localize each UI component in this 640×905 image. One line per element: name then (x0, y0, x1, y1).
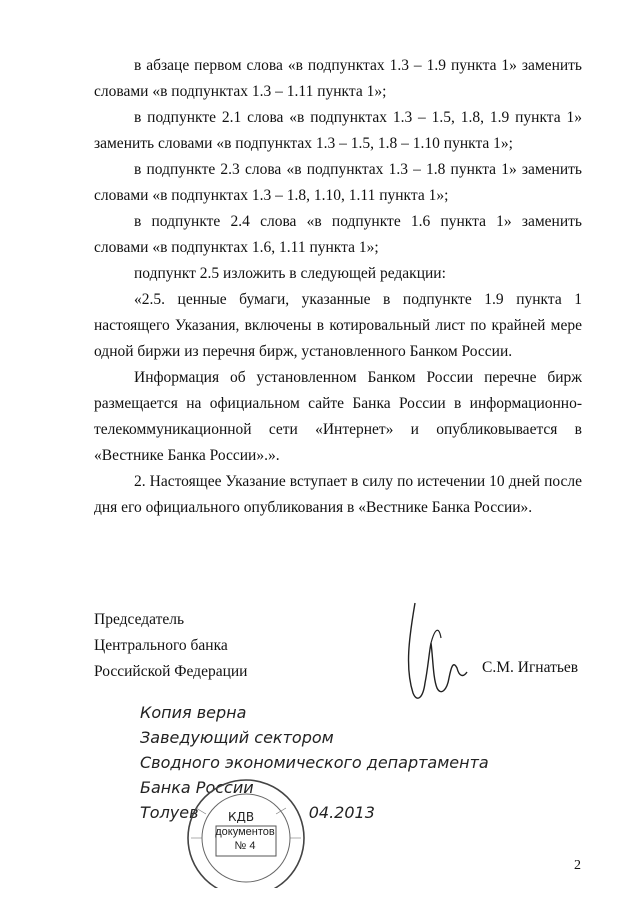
stamp-label-text: документов (215, 826, 275, 838)
stamp-number: № 4 (234, 840, 256, 852)
signature-title-block (94, 607, 247, 685)
paragraph-1: в абзаце первом слова «в подпунктах 1.3 – 1.9 пункта 1» заменить словами «в подпунктах 1.3 – 1.11 пункта 1»; (94, 57, 582, 100)
stamp-label (213, 825, 277, 853)
signer-title-line-1: Председатель (94, 611, 185, 628)
signer-name: С.М. Игнатьев (482, 659, 579, 676)
stamp-kdv: КДВ (228, 810, 255, 824)
cert-signer: Толуев (140, 803, 199, 822)
document-body (94, 53, 582, 521)
cert-line-3: Сводного экономического департамента (140, 753, 489, 772)
paragraph-7: Информация об установленном Банком России перечне бирж размещается на официальном сайте Банка России в информационно-телекоммуникационной сети «Интернет» и опубликовывается в «Вестнике Банка России».». (94, 369, 582, 464)
page-number: 2 (574, 858, 581, 873)
paragraph-8: 2. Настоящее Указание вступает в силу по истечении 10 дней после дня его официального опубликования в «Вестнике Банка России». (94, 473, 582, 516)
signer-title-line-2: Центрального банка (94, 637, 228, 654)
paragraph-3: в подпункте 2.3 слова «в подпунктах 1.3 – 1.8 пункта 1» заменить словами «в подпунктах 1.3 – 1.8, 1.10, 1.11 пункта 1»; (94, 161, 582, 204)
paragraph-4: в подпункте 2.4 слова «в подпункте 1.6 пункта 1» заменить словами «в подпунктах 1.6, 1.11 пункта 1»; (94, 213, 582, 256)
handwritten-signature (395, 598, 475, 713)
cert-date: 04.2013 (308, 803, 375, 822)
signer-title-line-3: Российской Федерации (94, 663, 248, 680)
paragraph-6: «2.5. ценные бумаги, указанные в подпункте 1.9 пункта 1 настоящего Указания, включены в котировальный лист по крайней мере одной биржи из перечня бирж, установленного Банком России. (94, 291, 582, 360)
paragraph-5: подпункт 2.5 изложить в следующей редакции: (134, 265, 446, 282)
cert-line-4: Банка России (140, 778, 254, 797)
cert-line-2: Заведующий сектором (140, 728, 334, 747)
paragraph-2: в подпункте 2.1 слова «в подпунктах 1.3 – 1.5, 1.8, 1.9 пункта 1» заменить словами «в подпунктах 1.3 – 1.5, 1.8 – 1.10 пункта 1»; (94, 109, 582, 152)
cert-line-1: Копия верна (140, 703, 247, 722)
